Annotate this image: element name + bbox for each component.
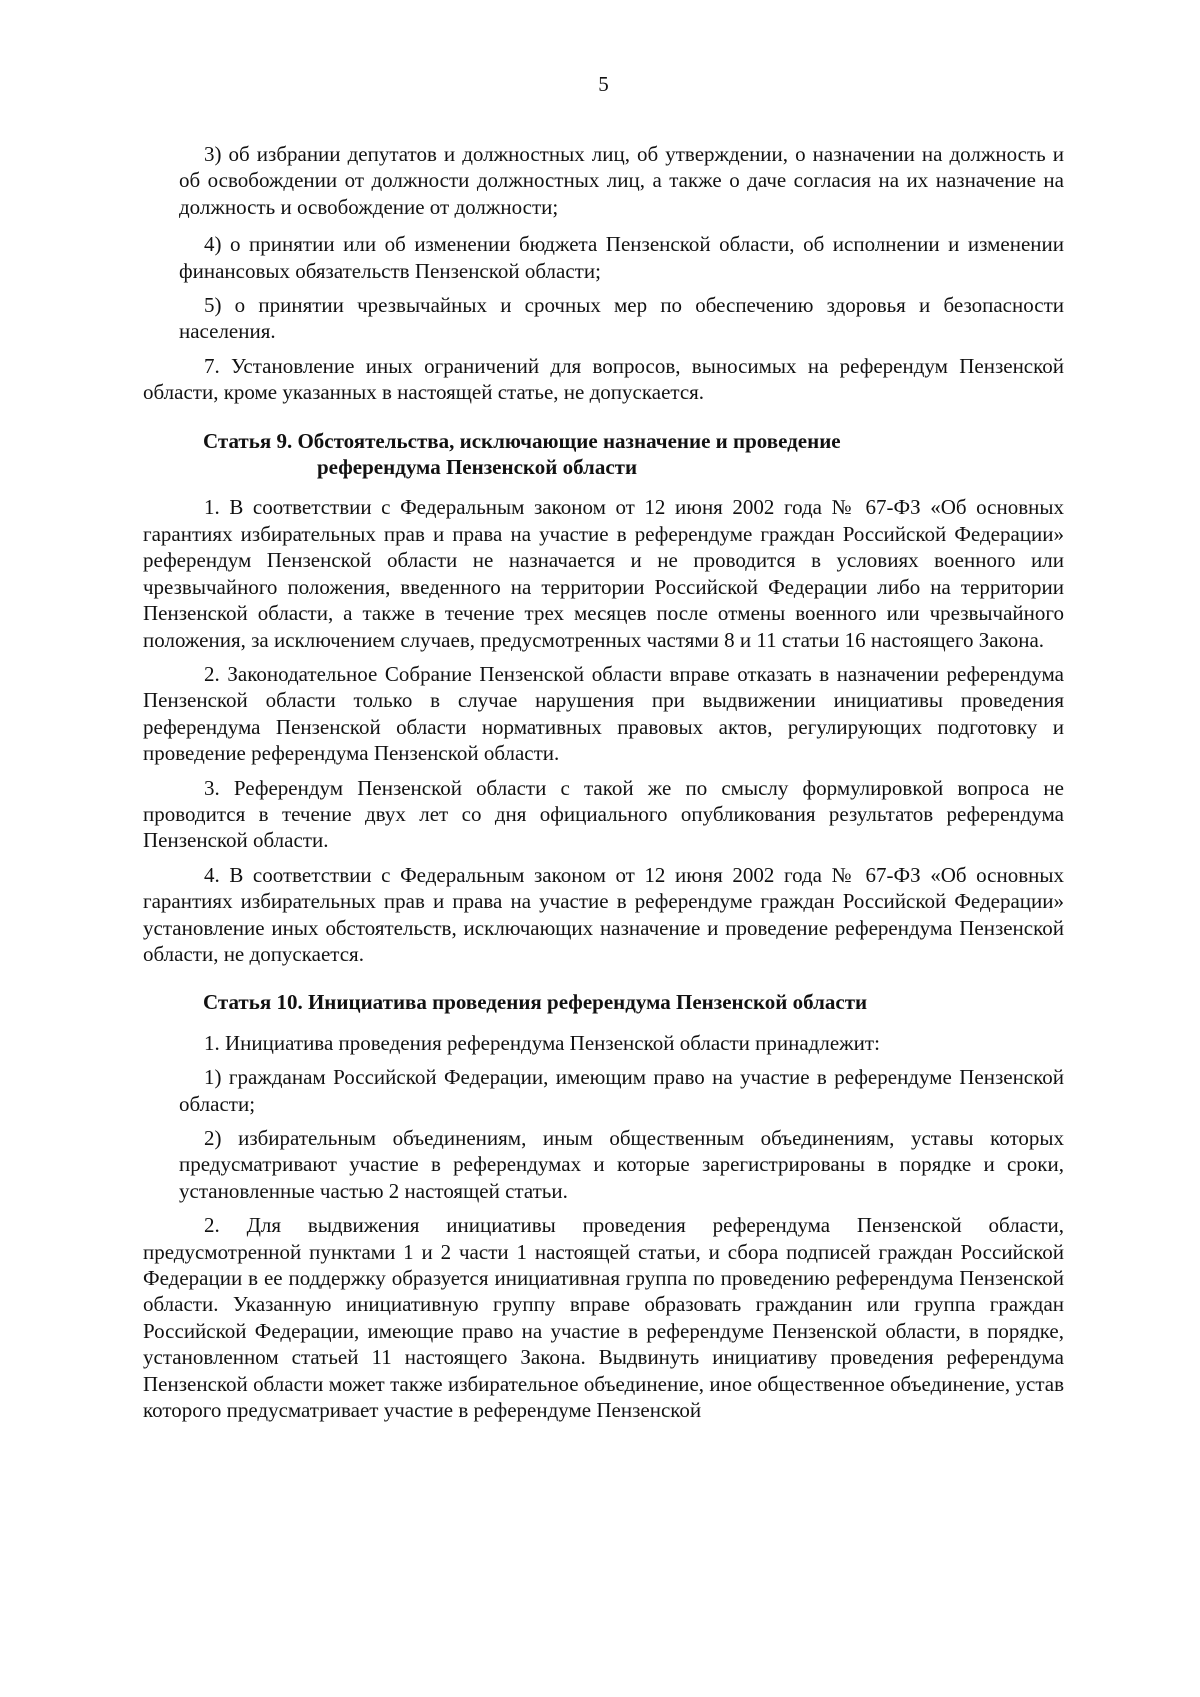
clause-5: 5) о принятии чрезвычайных и срочных мер по обеспечению здоровья и безопасности населения. <box>179 293 1064 344</box>
page-number: 5 <box>598 72 609 96</box>
clause-4: 4) о принятии или об изменении бюджета Пензенской области, об исполнении и изменении финансовых обязательств Пензенской области; <box>179 232 1064 283</box>
article-9-paragraph-1: 1. В соответствии с Федеральным законом от 12 июня 2002 года № 67-ФЗ «Об основных гарантиях избирательных прав и права на участие в референдуме граждан Российской Федерации» референдум Пензенской области не назначается и не проводится в условиях военного или чрезвычайного положения, введенного на территории Российской Федерации либо на территории Пензенской области, а также в течение трех месяцев после отмены военного или чрезвычайного положения, за исключением случаев, предусмотренных частями 8 и 11 статьи 16 настоящего Закона. <box>143 495 1064 652</box>
article-9-paragraph-3: 3. Референдум Пензенской области с такой же по смыслу формулировкой вопроса не проводится в течение двух лет со дня официального опубликования результатов референдума Пензенской области. <box>143 775 1064 853</box>
article-10-heading <box>143 989 1064 1015</box>
article-10-clause-1: 1) гражданам Российской Федерации, имеющим право на участие в референдуме Пензенской области; <box>179 1065 1064 1116</box>
article-10-heading-line1: Статья 10. Инициатива проведения референдума Пензенской области <box>203 990 868 1015</box>
article-9-paragraph-4: 4. В соответствии с Федеральным законом от 12 июня 2002 года № 67-ФЗ «Об основных гарантиях избирательных прав и права на участие в референдуме граждан Российской Федерации» установление иных обстоятельств, исключающих назначение и проведение референдума Пензенской области, не допускается. <box>143 862 1064 966</box>
document-body <box>143 141 1064 1431</box>
paragraph-7: 7. Установление иных ограничений для вопросов, выносимых на референдум Пензенской области, кроме указанных в настоящей статье, не допускается. <box>143 353 1064 405</box>
article-9-paragraph-2: 2. Законодательное Собрание Пензенской области вправе отказать в назначении референдума Пензенской области только в случае нарушения при выдвижении инициативы проведения референдума Пензенской области нормативных правовых актов, регулирующих подготовку и проведение референдума Пензенской области. <box>143 661 1064 766</box>
clause-3: 3) об избрании депутатов и должностных лиц, об утверждении, о назначении на должность и об освобождении от должности должностных лиц, а также о даче согласия на их назначение на должность и освобождение от должности; <box>179 142 1064 219</box>
article-10-paragraph-1: 1. Инициатива проведения референдума Пензенской области принадлежит: <box>204 1030 880 1055</box>
article-9-heading <box>143 428 1064 481</box>
article-10-clause-2: 2) избирательным объединениям, иным общественным объединениям, уставы которых предусматривают участие в референдумах и которые зарегистрированы в порядке и сроки, установленные частью 2 настоящей статьи. <box>179 1126 1064 1203</box>
article-10-paragraph-2: 2. Для выдвижения инициативы проведения референдума Пензенской области, предусмотренной пунктами 1 и 2 части 1 настоящей статьи, и сбора подписей граждан Российской Федерации в ее поддержку образуется инициативная группа по проведению референдума Пензенской области. Указанную инициативную группу вправе образовать гражданин или группа граждан Российской Федерации, имеющие право на участие в референдуме Пензенской области, в порядке, установленном статьей 11 настоящего Закона. Выдвинуть инициативу проведения референдума Пензенской области может также избирательное объединение, иное общественное объединение, устав которого предусматривает участие в референдуме Пензенской <box>143 1213 1064 1423</box>
article-9-heading-line1: Статья 9. Обстоятельства, исключающие назначение и проведение <box>203 428 841 453</box>
article-9-heading-line2: референдума Пензенской области <box>317 455 638 480</box>
